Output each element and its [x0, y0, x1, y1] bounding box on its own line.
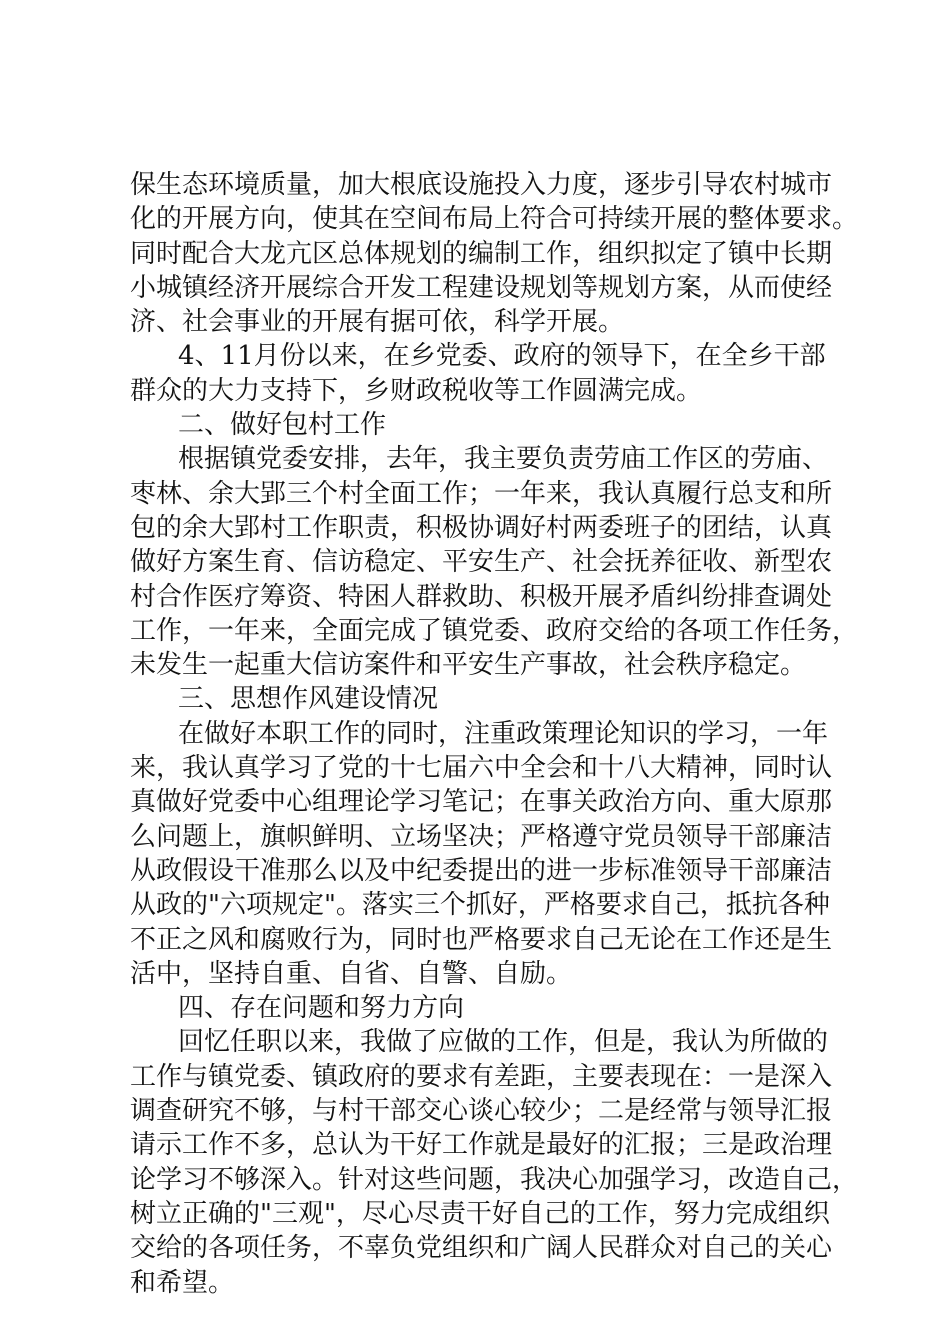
text-line: 二、做好包村工作: [178, 410, 387, 441]
text-line: 根据镇党委安排，去年，我主要负责劳庙工作区的劳庙、: [178, 444, 829, 475]
text-line: 么问题上，旗帜鲜明、立场坚决；严格遵守党员领导干部廉洁: [130, 821, 833, 852]
text-line: 调查研究不够，与村干部交心谈心较少；二是经常与领导汇报: [130, 1096, 833, 1127]
text-line: 济、社会事业的开展有据可依，科学开展。: [130, 307, 625, 338]
text-line: 工作，一年来，全面完成了镇党委、政府交给的各项工作任务，: [130, 615, 859, 646]
text-line: 论学习不够深入。针对这些问题，我决心加强学习，改造自己，: [130, 1164, 859, 1195]
text-line: 枣林、余大郢三个村全面工作；一年来，我认真履行总支和所: [130, 478, 833, 509]
text-line: 小城镇经济开展综合开发工程建设规划等规划方案，从而使经: [130, 272, 833, 303]
text-line: 同时配合大龙亢区总体规划的编制工作，组织拟定了镇中长期: [130, 238, 833, 269]
text-line: 活中，坚持自重、自省、自警、自励。: [130, 958, 573, 989]
text-line: 树立正确的"三观"，尽心尽责干好自己的工作，努力完成组织: [130, 1198, 830, 1229]
text-line: 从政的"六项规定"。落实三个抓好，严格要求自己，抵抗各种: [130, 890, 830, 921]
text-line: 三、思想作风建设情况: [178, 684, 439, 715]
text-line: 工作与镇党委、镇政府的要求有差距，主要表现在：一是深入: [130, 1061, 833, 1092]
text-line: 在做好本职工作的同时，注重政策理论知识的学习，一年: [178, 718, 829, 749]
text-line: 不正之风和腐败行为，同时也严格要求自己无论在工作还是生: [130, 924, 833, 955]
text-line: 群众的大力支持下，乡财政税收等工作圆满完成。: [130, 375, 703, 406]
text-line: 村合作医疗筹资、特困人群救助、积极开展矛盾纠纷排查调处: [130, 581, 833, 612]
text-line: 从政假设干准那么以及中纪委提出的进一步标准领导干部廉洁: [130, 855, 833, 886]
text-line: 未发生一起重大信访案件和平安生产事故，社会秩序稳定。: [130, 650, 807, 681]
text-line: 四、存在问题和努力方向: [178, 993, 465, 1024]
document-body: [130, 168, 859, 1300]
text-line: 请示工作不多，总认为干好工作就是最好的汇报；三是政治理: [130, 1130, 833, 1161]
text-line: 保生态环境质量，加大根底设施投入力度，逐步引导农村城市: [130, 170, 833, 200]
text-line: 交给的各项任务，不辜负党组织和广阔人民群众对自己的关心: [130, 1233, 833, 1264]
text-line: 4、11月份以来，在乡党委、政府的领导下，在全乡干部: [178, 341, 826, 372]
text-line: 做好方案生育、信访稳定、平安生产、社会抚养征收、新型农: [130, 547, 833, 578]
text-line: 包的余大郢村工作职责，积极协调好村两委班子的团结，认真: [130, 512, 833, 543]
text-line: 和希望。: [130, 1267, 235, 1298]
text-line: 回忆任职以来，我做了应做的工作，但是，我认为所做的: [178, 1027, 829, 1058]
text-line: 来，我认真学习了党的十七届六中全会和十八大精神，同时认: [130, 753, 833, 784]
text-line: 化的开展方向，使其在空间布局上符合可持续开展的整体要求。: [130, 204, 859, 235]
text-line: 真做好党委中心组理论学习笔记；在事关政治方向、重大原那: [130, 787, 833, 818]
